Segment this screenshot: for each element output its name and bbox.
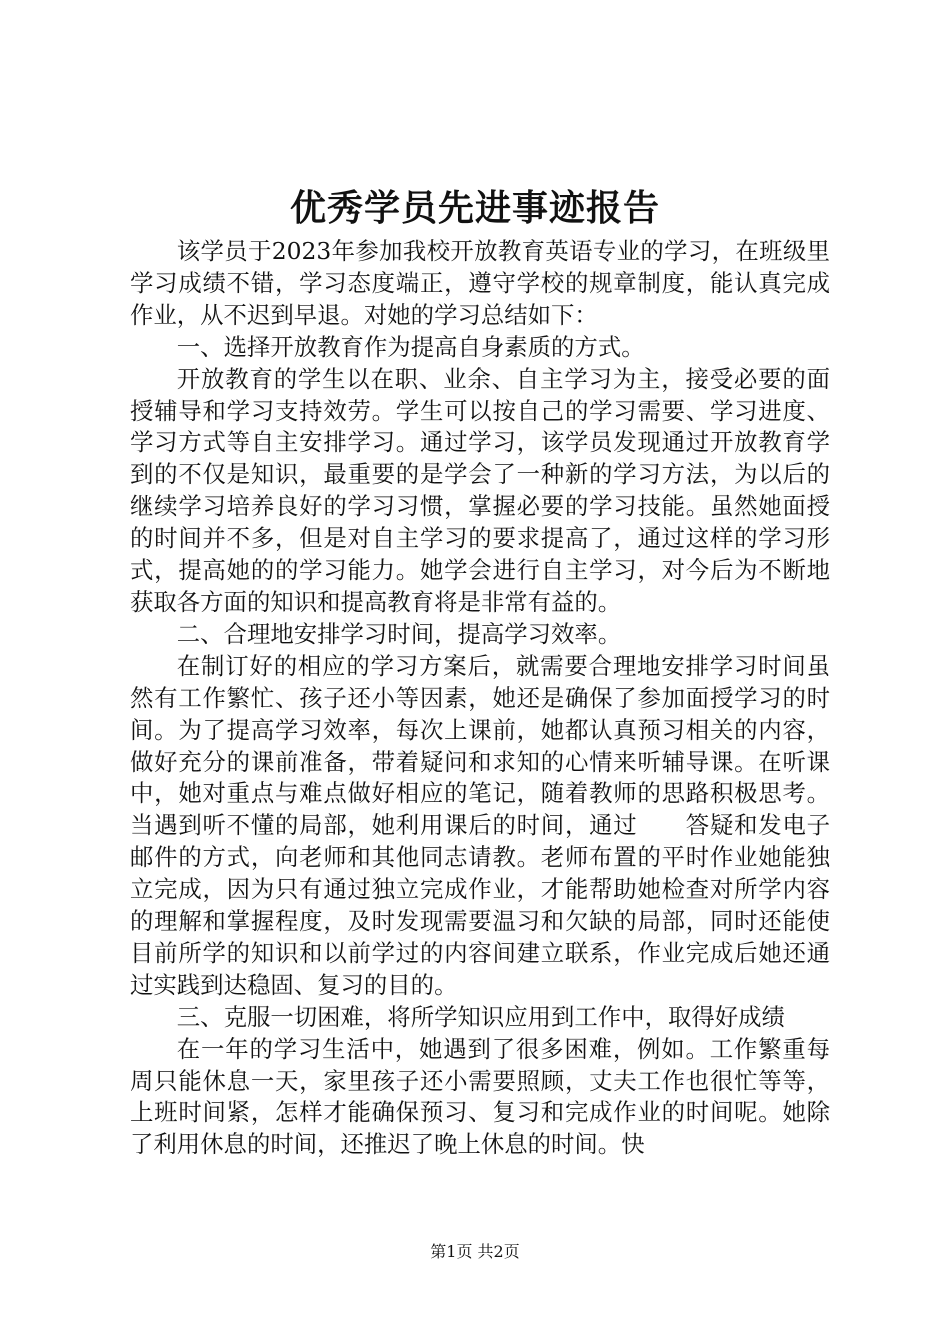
page-number-footer: 第1页 共2页 <box>430 1242 520 1261</box>
paragraph-section-1: 开放教育的学生以在职、业余、自主学习为主，接受必要的面授辅导和学习支持效劳。学生可以按自己的学习需要、学习进度、学习方式等自主安排学习。通过学习，该学员发现通过开放教育学到的不仅是知识，最重要的是学会了一种新的学习方法，为以后的继续学习培养良好的学习习惯，掌握必要的学习技能。虽然她面授的时间并不多，但是对自主学习的要求提高了，通过这样的学习形式，提高她的的学习能力。她学会进行自主学习，对今后为不断地获取各方面的知识和提高教育将是非常有益的。 <box>130 364 830 616</box>
paragraph-section-3: 在一年的学习生活中，她遇到了很多困难，例如。工作繁重每周只能休息一天，家里孩子还小需要照顾，丈夫工作也很忙等等，上班时间紧，怎样才能确保预习、复习和完成作业的时间呢。她除了利用休息的时间，还推迟了晚上休息的时间。快 <box>130 1034 830 1159</box>
document-body <box>130 236 830 1161</box>
section-heading-2: 二、合理地安排学习时间，提高学习效率。 <box>176 619 622 648</box>
paragraph-section-2: 在制订好的相应的学习方案后，就需要合理地安排学习时间虽然有工作繁忙、孩子还小等因素，她还是确保了参加面授学习的时间。为了提高学习效率，每次上课前，她都认真预习相关的内容，做好充分的课前准备，带着疑问和求知的心情来听辅导课。在听课中，她对重点与难点做好相应的笔记，随着教师的思路积极思考。当遇到听不懂的局部，她利用课后的时间，通过 答疑和发电子邮件的方式，向老师和其他同志请教。老师布置的平时作业她能独立完成，因为只有通过独立完成作业，才能帮助她检查对所学内容的理解和掌握程度，及时发现需要温习和欠缺的局部，同时还能使目前所学的知识和以前学过的内容间建立联系，作业完成后她还通过实践到达稳固、复习的目的。 <box>130 651 830 999</box>
document-title: 优秀学员先进事迹报告 <box>289 187 660 229</box>
section-heading-3: 三、克服一切困难，将所学知识应用到工作中，取得好成绩 <box>176 1002 785 1031</box>
paragraph-intro: 该学员于2023年参加我校开放教育英语专业的学习，在班级里学习成绩不错，学习态度端正，遵守学校的规章制度，能认真完成作业，从不迟到早退。对她的学习总结如下： <box>130 237 830 329</box>
section-heading-1: 一、选择开放教育作为提高自身素质的方式。 <box>176 332 645 361</box>
